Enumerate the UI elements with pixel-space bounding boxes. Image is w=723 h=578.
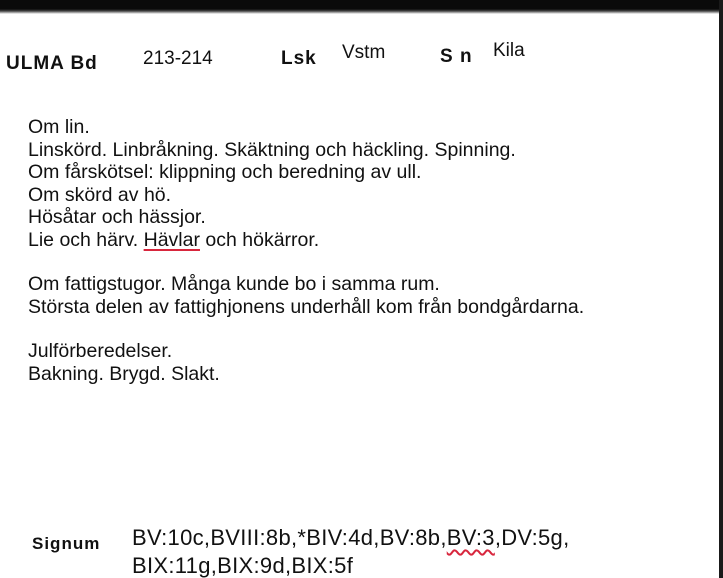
- body-text-segment: och hökärror.: [199, 228, 320, 251]
- card-right-edge: [719, 0, 723, 578]
- paragraph-gap: [28, 251, 698, 273]
- paragraph-gap: [28, 318, 698, 340]
- lsk-label: Lsk: [281, 48, 317, 69]
- body-line: Om fårskötsel: klippning och beredning av ull.: [28, 161, 422, 183]
- body-line: Bakning. Brygd. Slakt.: [28, 362, 220, 385]
- sn-label: S n: [440, 46, 473, 67]
- body-line: Om fattigstugor. Många kunde bo i samma rum.: [28, 273, 440, 295]
- signum-label: Signum: [32, 534, 101, 553]
- body-text-segment: Lie och härv.: [28, 228, 144, 251]
- sn-value: Kila: [493, 40, 525, 61]
- body-line-havlar: [28, 229, 698, 252]
- body-line: Hösåtar och hässjor.: [28, 206, 206, 228]
- lsk-value: Vstm: [342, 42, 386, 63]
- signum-text-segment: ,DV:5g,: [494, 525, 570, 550]
- document-number: 213-214: [143, 48, 213, 69]
- card-top-edge: [0, 0, 723, 14]
- body-line: Om lin.: [28, 116, 90, 138]
- underlined-word: Hävlar: [143, 228, 200, 251]
- body-line: Största delen av fattighjonens underhåll kom från bondgårdarna.: [28, 295, 585, 318]
- body-line: Julförberedelser.: [28, 340, 173, 362]
- body-line: Om skörd av hö.: [28, 183, 172, 206]
- signum-marked-code: BV:3: [446, 525, 495, 550]
- signum-line: [132, 524, 569, 552]
- body-line: Linskörd. Linbråkning. Skäktning och häckling. Spinning.: [28, 138, 516, 161]
- signum-values: [132, 524, 569, 578]
- card-header: [6, 40, 706, 80]
- signum-line: BIX:11g,BIX:9d,BIX:5f: [132, 553, 354, 578]
- card-body: [28, 116, 698, 385]
- signum-text-segment: BV:10c,BVIII:8b,*BIV:4d,BV:8b,: [132, 525, 447, 550]
- archive-label: ULMA Bd: [6, 53, 98, 74]
